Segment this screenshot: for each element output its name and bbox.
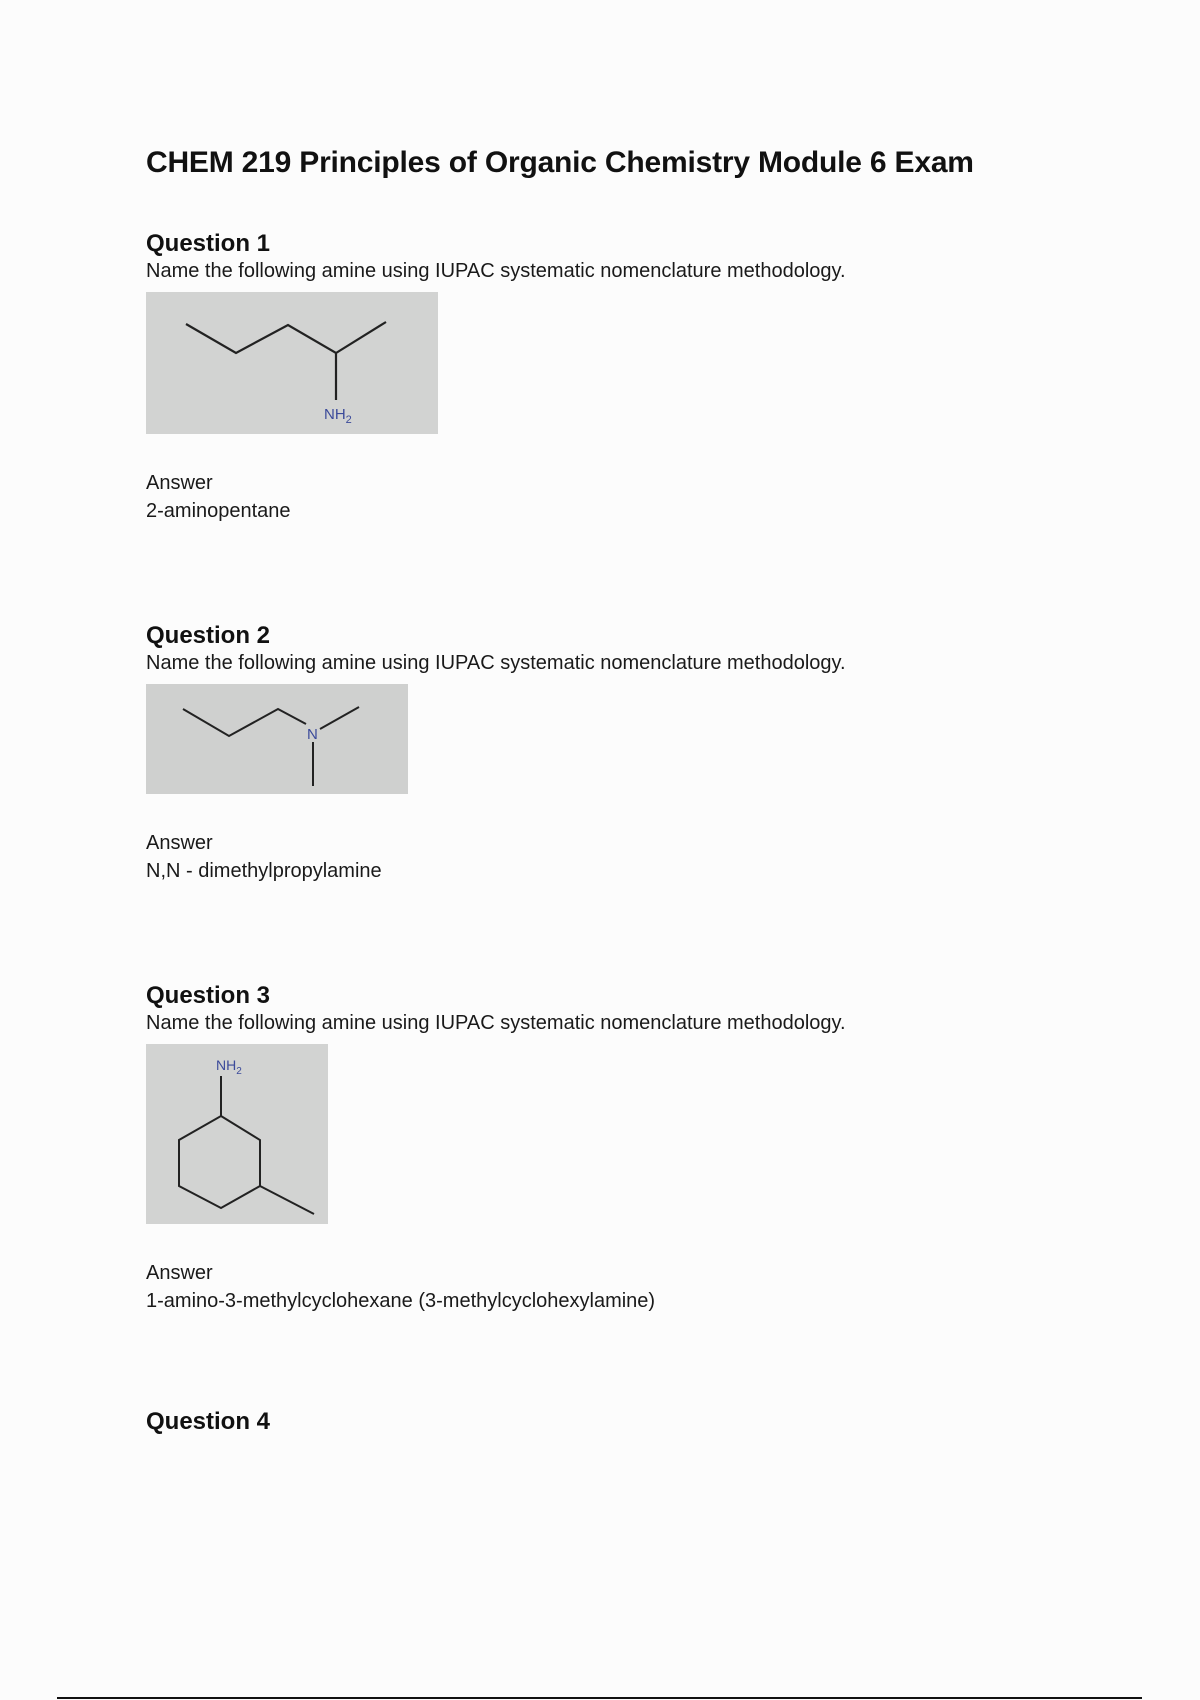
question-3	[146, 982, 1146, 1316]
nh2-label: $NH_2$	[324, 406, 352, 426]
structure-image-2-aminopentane	[146, 292, 438, 434]
question-prompt: Name the following amine using IUPAC systematic nomenclature methodology.	[146, 1012, 846, 1034]
answer-text: 2-aminopentane	[146, 500, 291, 522]
question-heading: Question 2	[146, 622, 271, 649]
answer-label: Answer	[146, 472, 213, 494]
question-heading: Question 4	[146, 1408, 271, 1435]
page-title: CHEM 219 Principles of Organic Chemistry Module 6 Exam	[146, 146, 974, 179]
answer-label: Answer	[146, 832, 213, 854]
footer-divider	[57, 1697, 1142, 1699]
n-label: N	[307, 726, 318, 743]
question-heading: Question 3	[146, 982, 271, 1009]
answer-text: 1-amino-3-methylcyclohexane (3-methylcyclohexylamine)	[146, 1290, 656, 1312]
answer-label: Answer	[146, 1262, 213, 1284]
structure-image-dimethylpropylamine	[146, 684, 408, 794]
question-heading: Question 1	[146, 230, 271, 257]
question-4	[146, 1408, 1146, 1436]
question-prompt: Name the following amine using IUPAC systematic nomenclature methodology.	[146, 652, 846, 674]
question-1	[146, 230, 1146, 526]
question-2	[146, 622, 1146, 886]
structure-image-methylcyclohexylamine	[146, 1044, 328, 1224]
nh2-label: $NH_2$	[216, 1057, 242, 1077]
question-prompt: Name the following amine using IUPAC systematic nomenclature methodology.	[146, 260, 846, 282]
answer-text: N,N - dimethylpropylamine	[146, 860, 382, 882]
